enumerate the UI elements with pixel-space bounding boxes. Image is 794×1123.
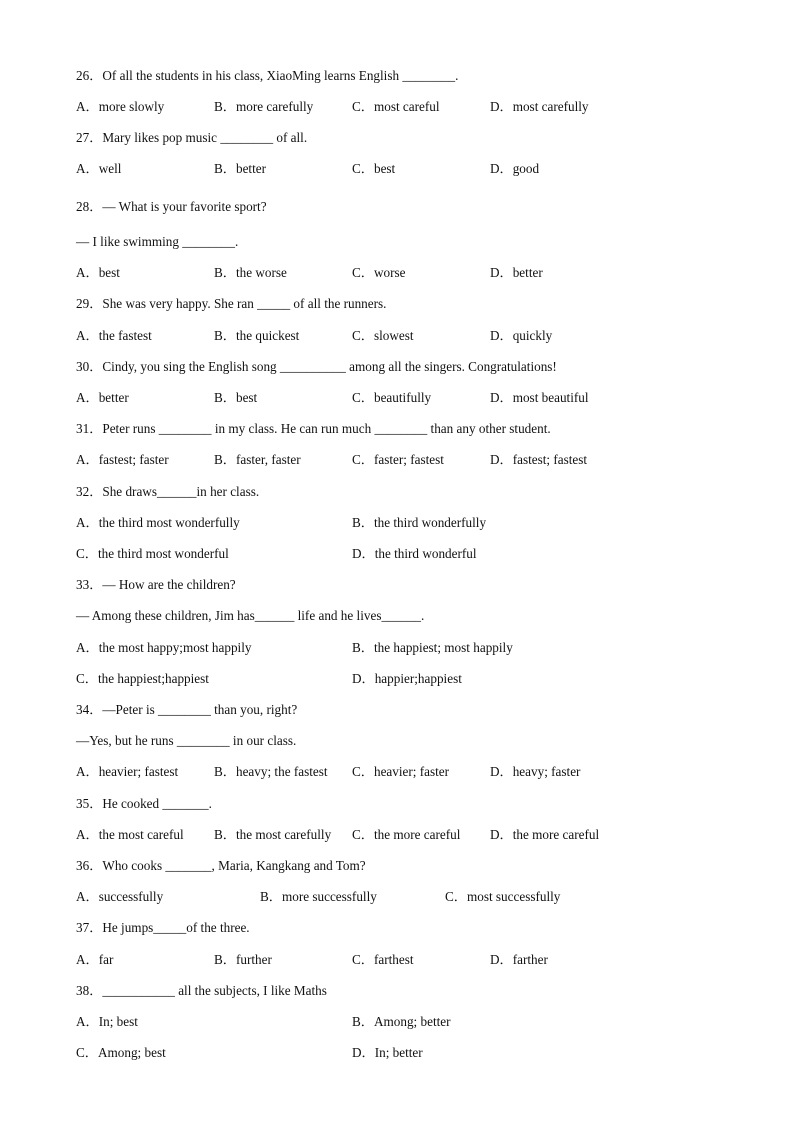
q30-option-c: C．beautifully [352,390,432,405]
q35-option-a: A．the most careful [76,827,184,842]
q26-option-b: B．more carefully [214,99,314,114]
q36-option-c: C．most successfully [445,889,561,904]
q27-option-a: A．well [76,161,122,176]
q36-option-b: B．more successfully [260,889,377,904]
q32-option-c: C．the third most wonderful [76,546,229,561]
q28-option-d: D．better [490,265,543,280]
q38-option-d: D．In; better [352,1045,423,1060]
q31-option-b: B．faster, faster [214,452,301,467]
q28-option-a: A．best [76,265,120,280]
q29-option-a: A．the fastest [76,328,152,343]
q37-option-b: B．further [214,952,272,967]
q34-option-b: B．heavy; the fastest [214,764,328,779]
question-27-stem: 27．Mary likes pop music ________ of all. [76,130,308,145]
q28-option-c: C．worse [352,265,406,280]
question-33-reply: — Among these children, Jim has______ life and he lives______. [76,608,425,623]
q31-option-c: C．faster; fastest [352,452,444,467]
question-33-stem: 33．— How are the children? [76,577,236,592]
question-29-stem: 29．She was very happy. She ran _____ of all the runners. [76,296,387,311]
q30-option-d: D．most beautiful [490,390,589,405]
question-34-stem: 34．—Peter is ________ than you, right? [76,702,298,717]
q31-option-d: D．fastest; fastest [490,452,588,467]
q28-option-b: B．the worse [214,265,287,280]
q26-option-d: D．most carefully [490,99,589,114]
question-28-reply: — I like swimming ________. [76,234,239,249]
q33-option-d: D．happier;happiest [352,671,462,686]
q36-option-a: A．successfully [76,889,164,904]
question-37-stem: 37．He jumps_____of the three. [76,920,250,935]
q37-option-d: D．farther [490,952,548,967]
question-32-stem: 32．She draws______in her class. [76,484,260,499]
q38-option-c: C．Among; best [76,1045,166,1060]
q26-option-a: A．more slowly [76,99,165,114]
q27-option-c: C．best [352,161,396,176]
question-30-stem: 30．Cindy, you sing the English song __________ among all the singers. Congratulations! [76,359,557,374]
q29-option-d: D．quickly [490,328,553,343]
question-28-stem: 28．— What is your favorite sport? [76,199,267,214]
q34-option-c: C．heavier; faster [352,764,450,779]
q27-option-d: D．good [490,161,540,176]
q33-option-a: A．the most happy;most happily [76,640,252,655]
q38-option-b: B．Among; better [352,1014,451,1029]
q34-option-a: A．heavier; fastest [76,764,179,779]
q30-option-a: A．better [76,390,129,405]
q37-option-c: C．farthest [352,952,414,967]
q32-option-b: B．the third wonderfully [352,515,487,530]
q35-option-b: B．the most carefully [214,827,332,842]
question-36-stem: 36．Who cooks _______, Maria, Kangkang and Tom? [76,858,366,873]
question-38-stem: 38．___________ all the subjects, I like Maths [76,983,327,998]
q33-option-c: C．the happiest;happiest [76,671,209,686]
q29-option-b: B．the quickest [214,328,300,343]
q38-option-a: A．In; best [76,1014,138,1029]
q26-option-c: C．most careful [352,99,440,114]
q34-option-d: D．heavy; faster [490,764,581,779]
q32-option-d: D．the third wonderful [352,546,477,561]
q35-option-d: D．the more careful [490,827,600,842]
q30-option-b: B．best [214,390,258,405]
question-31-stem: 31．Peter runs ________ in my class. He can run much ________ than any other student. [76,421,551,436]
q35-option-c: C．the more careful [352,827,461,842]
q31-option-a: A．fastest; faster [76,452,169,467]
question-26-stem: 26．Of all the students in his class, XiaoMing learns English ________. [76,68,459,83]
q29-option-c: C．slowest [352,328,414,343]
q33-option-b: B．the happiest; most happily [352,640,513,655]
q37-option-a: A．far [76,952,114,967]
question-35-stem: 35．He cooked _______. [76,796,212,811]
question-34-reply: —Yes, but he runs ________ in our class. [76,733,297,748]
q32-option-a: A．the third most wonderfully [76,515,240,530]
q27-option-b: B．better [214,161,267,176]
